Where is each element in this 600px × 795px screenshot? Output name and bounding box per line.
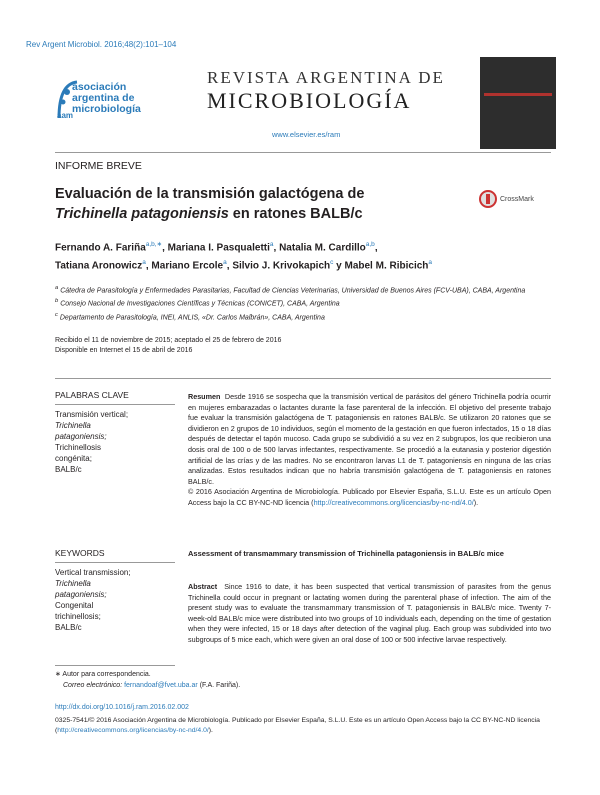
doi-link[interactable]: http://dx.doi.org/10.1016/j.ram.2016.02.002 [55,704,189,711]
keywords-heading: PALABRAS CLAVE [55,390,129,400]
corresponding-note: ∗ Autor para correspondencia. [55,671,151,678]
abstract-en [188,582,551,646]
author-name: Mabel M. Ribicich [344,260,429,272]
author-sup[interactable]: a,b,∗ [145,241,163,248]
license-close: ). [208,727,213,734]
journal-name-line1: REVISTA ARGENTINA DE [207,68,445,87]
email-line [55,681,240,692]
affiliation-text: Departamento de Parasitología, INEI, ANLIS, «Dr. Carlos Malbrán», CABA, Argentina [59,313,325,321]
crossmark-icon [479,190,497,208]
journal-cover-image [480,57,556,149]
abstract-text: Desde 1916 se sospecha que la transmisión vertical de parásitos del género Trichinella podría ocurrir en mujeres embarazadas o lactantes durante la fase parenteral de la infección. El objetivo del presente trabajo fue evaluar la transmisión galactógena de T. patagoniensis en ratones BALB/c. Se utilizaron 20 ratones que se dividieron en 2 grupos de 10 individuos, según el momento de la gestación en que fueron infectados, 15 o 18 días después de detectar el tapón mucoso. Cada grupo se subdividió a su vez en 2 subgrupos, los que recibieron una dosis oral de 100 o de 500 larvas infectantes, respectivamente. Se procedió a la eutanasia y posterior digestión artificial de las crías y de las madres. No se encontraron larvas L1 de T. patagoniensis en ninguna de las crías analizadas. Estos resultados indican que no habría transmisión galactógena de T. patagoniensis en ratones BALB/c. [188,392,551,486]
keyword: patagoniensis; [55,432,107,441]
abstract-label: Abstract [188,582,218,591]
cover-stripe [484,93,552,96]
affiliation-text: Cátedra de Parasitología y Enfermedades Parasitarias, Facultad de Ciencias Veterinarias, Universidad de Buenos Aires (FCV-UBA), CABA, Argentina [60,287,526,295]
author-name: Fernando A. Fariña [55,242,146,254]
author-sup[interactable]: a [269,241,274,248]
author-sup[interactable]: a,b [365,241,375,248]
keyword: trichinellosis; [55,612,101,621]
email-link[interactable]: fernandoaf@fvet.uba.ar [124,681,198,689]
keyword: Congenital [55,601,94,610]
logo-line: argentina de [72,92,135,104]
crossmark-label: CrossMark [500,195,534,203]
author-name: Mariana I. Pasqualetti [167,242,270,254]
keyword: Trichinellosis [55,443,101,452]
keyword: Trichinella [55,579,91,588]
affiliation [55,296,555,309]
affiliation-sup: c [55,311,58,318]
journal-name-line2: MICROBIOLOGÍA [207,88,412,113]
title-italic: Trichinella patagoniensis [55,206,229,222]
affiliation-sup: a [55,285,59,291]
abstract-text: Since 1916 to date, it has been suspected that vertical transmission of parasites from the genus Trichinella could occur in pregnant or lactating women during the parenteral phase of infection. The aim of the present study was to evaluate the transmammary transmission of T. patagoniensis in BALB/c mice. Twenty 7-week-old BALB/c mice were distributed into two groups of 10 individuals each, depending on the time of gestation when they were infected, 15 or 18 days after detection of the vaginal plug. Each group was subdivided into two subgroups of 5 mice each, which were given an oral dose of 100 or 500 infective larvae respectively. [188,582,551,644]
section-label: INFORME BREVE [55,160,142,172]
email-after: (F.A. Fariña). [197,681,241,689]
article-dates [55,336,281,356]
author-name: Tatiana Aronowicz [55,260,143,272]
footnote-divider [55,665,175,666]
crossmark-badge[interactable] [479,190,534,208]
affiliation-text: Consejo Nacional de Investigaciones Científicas y Técnicas (CONICET), CABA, Argentina [60,300,340,308]
author-sup[interactable]: a [223,258,227,266]
keywords-divider [55,404,175,405]
author-sup[interactable]: a [142,258,146,266]
author-list: Fernando A. Fariña$^{a,b,∗}$, Mariana I. Pasqualetti$^a$, Natalia M. Cardillo$^{a,b}$, Tatiana Aronowicz$^a$, Mariano Ercole$^a$, Silvio J. Krivokapich$^c$ y Mabel M. Ribicich$^a$ [55,241,433,272]
email-label: Correo electrónico: [63,681,123,689]
keyword: patagoniensis; [55,590,107,599]
license-notice [55,716,555,736]
license-link[interactable]: http://creativecommons.org/licencias/by-nc-nd/4.0/ [313,497,474,507]
abstract-copyright: © 2016 Asociación Argentina de Microbiología. Publicado por Elsevier España, S.L.U. Este es un artículo Open Access bajo la CC BY-NC-ND licencia ( [188,487,551,507]
divider [55,378,551,379]
keyword: BALB/c [55,623,82,632]
keyword: Transmisión vertical; [55,410,129,419]
keywords-en [55,548,175,633]
author-name: Mariano Ercole [151,260,224,272]
logo-aam: aam [57,111,74,120]
affiliation-sup: b [55,298,59,305]
keyword: Vertical transmission; [55,568,131,577]
author-sup[interactable]: a [428,258,433,266]
author-name: Silvio J. Krivokapich [232,260,331,272]
keyword: BALB/c [55,465,82,474]
affiliation [55,310,555,323]
divider [55,152,551,153]
license-link[interactable]: http://creativecommons.org/licencias/by-nc-nd/4.0/ [57,727,209,734]
abstract-es [188,392,551,509]
affiliation [55,283,555,296]
online-date: Disponible en Internet el 15 de abril de 2016 [55,347,193,354]
keyword: congénita; [55,454,92,463]
title-rest: en ratones BALB/c [228,206,363,222]
keywords-es [55,390,175,475]
license-text: 0325-7541/© 2016 Asociación Argentina de Microbiología. Publicado por Elsevier España, S.L.U. Este es un artículo Open Access bajo la CC BY-NC-ND licencia ( [55,717,540,734]
affiliations [55,283,555,323]
keywords-heading: KEYWORDS [55,548,105,558]
author-name: Natalia M. Cardillo [279,242,366,254]
keywords-divider [55,562,175,563]
journal-website-link[interactable]: www.elsevier.es/ram [272,130,341,139]
journal-citation: Rev Argent Microbiol. 2016;48(2):101–104 [26,40,177,49]
received-date: Recibido el 11 de noviembre de 2015; aceptado el 25 de febrero de 2016 [55,337,282,344]
abstract-label: Resumen [188,392,221,401]
title-line1: Evaluación de la transmisión galactógena de [55,186,365,202]
keyword: Trichinella [55,421,91,430]
logo-text [72,82,141,115]
author-sup[interactable]: c [330,258,334,266]
article-title [55,184,435,224]
logo-line: asociación [72,81,127,93]
abstract-en-title: Assessment of transmammary transmission of Trichinella patagoniensis in BALB/c mice [188,549,504,558]
logo-line: microbiología [72,103,141,115]
abstract-close: ). [473,497,479,507]
footnotes [55,670,240,691]
